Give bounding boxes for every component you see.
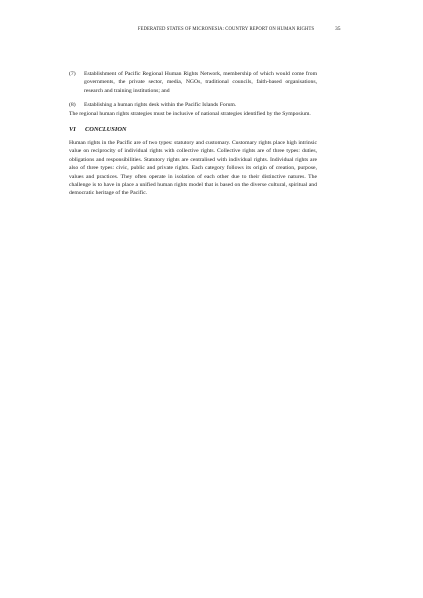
section-heading bbox=[69, 126, 127, 133]
conclusion-paragraph: Human rights in the Pacific are of two types: statutory and customary. Customary rights place high intrinsic value on reciprocity of individual rights with collective rights. Collective rights are of three types: duties, obligations and responsibilities. Statutory rights are centralised with individual rights. Individual rights are also of three types: civic, public and private rights. Each category follows its origin of creation, purpose, values and practices. They often operate in isolation of each other due to their distinctive natures. The challenge is to have in place a unified human rights model that is based on the diverse cultural, spiritual and democratic heritage of the Pacific. bbox=[69, 140, 317, 197]
section-number: VI bbox=[69, 126, 76, 133]
list-item-text: Establishment of Pacific Regional Human Rights Network, membership of which would come from governments, the private sector, media, NGOs, traditional councils, faith-based organisations, research and training institutions; and bbox=[84, 71, 317, 94]
section-title: CONCLUSION bbox=[85, 126, 127, 133]
list-item-number: (7) bbox=[69, 71, 76, 77]
list-item bbox=[69, 70, 317, 96]
page-number: 35 bbox=[335, 26, 341, 32]
strategies-paragraph: The regional human rights strategies must be inclusive of national strategies identified by the Symposium. bbox=[69, 111, 311, 117]
list-item-number: (8) bbox=[69, 102, 76, 108]
list-item-text: Establishing a human rights desk within the Pacific Islands Forum. bbox=[84, 102, 237, 108]
running-header: FEDERATED STATES OF MICRONESIA: COUNTRY REPORT ON HUMAN RIGHTS bbox=[137, 27, 315, 32]
list-item bbox=[69, 101, 317, 110]
